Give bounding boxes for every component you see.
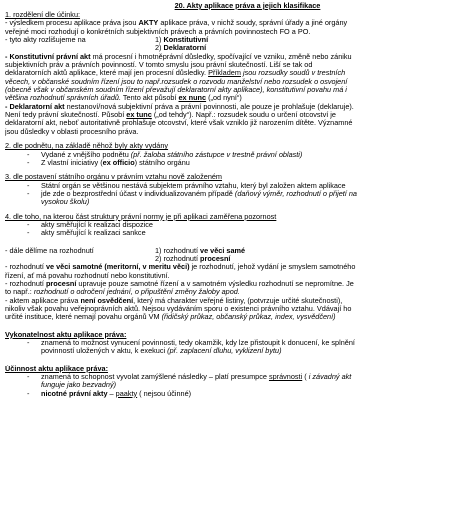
bullet-item: - znamená to schopnost vyvolat zamýšlené následky – platí presumpce správnosti ( i závadný akt [27, 373, 352, 382]
paragraph-line: - rozhodnutí procesní upravuje pouze samotné řízení a v samotném výsledku rozhodnutí se nepromítne. Je [5, 279, 354, 288]
paragraph-line: věcech, v občanské soudním řízení jsou to např.rozsudek o rozvodu manželství nebo rozsudek o osvojení [5, 77, 348, 86]
paragraph-line: - dále dělíme na rozhodnutí 1) rozhodnutí ve věci samé [5, 246, 246, 255]
paragraph-line: řízení, ať má povahu rozhodnutí nebo konstitutivní. [5, 271, 170, 280]
paragraph-line: - Deklaratorní akt nestanoví/nová subjektivní práva a právní povinnosti, ale pouze je prohlašuje (deklaruje). [5, 102, 354, 111]
paragraph-line: 2) rozhodnutí procesní [155, 254, 231, 263]
ucinnost-heading: Účinnost aktu aplikace práva: [5, 364, 109, 373]
section-3-heading: 3. dle postavení státního orgánu v právním vztahu nově založeném [5, 173, 223, 182]
section-4-heading: 4. dle toho, na kterou část struktury právní normy je při aplikaci zaměřena pozornost [5, 212, 277, 221]
bullet-item: - Z vlastní iniciativy (ex officio) státního orgánu [27, 158, 190, 167]
paragraph-line: určité instituce, které nemají povahu orgánů VM (řidičský průkaz, občanský průkaz, index, vysvědčení) [5, 313, 336, 322]
paragraph-line: většina rozhodnutí správních úřadů. Tento akt působí ex nunc („od nyní“) [5, 94, 242, 103]
page-title: 20. Akty aplikace práva a jejich klasifikace [174, 1, 321, 10]
paragraph-line: to např.: rozhodnutí o odročení jednání, o připuštění změny žaloby apod. [5, 288, 240, 297]
bullet-item: - akty směřující k realizaci dispozice [27, 220, 153, 229]
bullet-item: - nicotné právní akty – paakty ( nejsou účinné) [27, 389, 192, 398]
paragraph-line: 2) Deklaratorní [155, 44, 207, 53]
vykonatelnost-heading: Vykonatelnost aktu aplikace práva: [5, 330, 127, 339]
paragraph-line: deklaratorních aktů aplikace, které mají jen procesní důsledky. Příkladem jsou rozsudky soudů v trestních [5, 69, 346, 78]
bullet-item: - Vydané z vnějšího podnětu (př. žaloba státního zástupce v trestně právní oblasti) [27, 150, 303, 159]
paragraph-line: - tyto akty rozlišujeme na 1) Konstitutivní [5, 36, 209, 45]
paragraph-line: nikoliv však povahu veřejnoprávních aktů. Nejsou vydáváním sporu o existenci právního vztahu. Vdávají ho [5, 305, 352, 313]
bullet-continuation: povinností uložených v aktu, k exekuci (př. zaplacení dluhu, vyklizení bytu) [41, 347, 282, 356]
paragraph-line: - Konstitutivní právní akt má procesní i hmotněprávní důsledky, spočívající ve vzniku, změně nebo zániku [5, 52, 352, 61]
paragraph-line: veřejné moci rozhodují o konkrétních subjektivních právech a právních povinnostech FO a PO. [5, 27, 311, 36]
bullet-item: - akty směřující k realizaci sankce [27, 229, 146, 238]
bullet-item: - jde zde o bezprostřední účast v individualizovaném případě (daňový výměr, rozhodnutí o přijetí na [27, 189, 357, 198]
paragraph-line: jsou důsledky v oblasti procesního práva. [5, 127, 139, 136]
bullet-continuation: vysokou školu) [41, 198, 90, 207]
bullet-continuation: funguje jako bezvadný) [41, 381, 117, 390]
paragraph-line: - výsledkem procesu aplikace práva jsou AKTY aplikace práva, v nichž soudy, správní úřady a jiné orgány [5, 19, 348, 28]
bullet-item: - Státní orgán se většinou nestává subjektem právního vztahu, který byl založen aktem aplikace [27, 181, 346, 190]
section-2-heading: 2. dle podnětu, na základě něhož byly akty vydány [5, 142, 169, 151]
bullet-item: - znamená to možnost vynucení povinnosti, tedy okamžik, kdy lze přistoupit k donucení, ke splnění [27, 339, 355, 348]
paragraph-line: subjektivních práv a právních povinností. V tomto smyslu jsou právní skutečností. Liší se tak od [5, 61, 313, 70]
section-1-heading: 1. rozdělení dle účinku: [5, 11, 81, 19]
paragraph-line: - rozhodnutí ve věci samotné (meritorní, v meritu věci) je rozhodnutí, jehož vydání je smyslem samotného [5, 263, 356, 272]
paragraph-line: - aktem aplikace práva není osvědčení, který má charakter veřejné listiny, (potvrzuje určité skutečnosti), [5, 296, 343, 305]
paragraph-line: Není tedy právní skutečností. Působí ex tunc („od tehdy“). Např.: rozsudek soudu o určení otcovství je [5, 111, 336, 120]
paragraph-line: deklaratorní akt, neboť autoritativně prohlašuje otcovství, které však vzniklo již narozením dítěte. Významné [5, 119, 353, 128]
paragraph-line: (obecně však v občanském soudním řízení převažují deklaratorní akty aplikace), konstitutivní povahu má i [5, 86, 347, 95]
